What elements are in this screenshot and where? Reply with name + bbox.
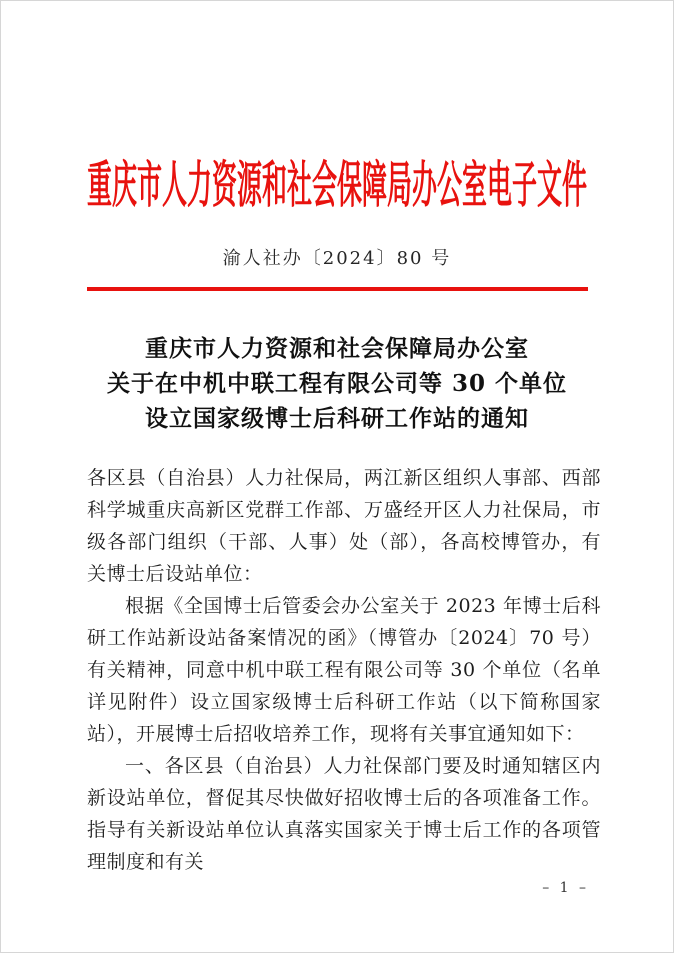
- document-title: [1, 331, 673, 436]
- document-title-line-1: 重庆市人力资源和社会保障局办公室: [145, 335, 529, 362]
- document-body: [87, 462, 601, 878]
- salutation-paragraph: 各区县（自治县）人力社保局，两江新区组织人事部、西部科学城重庆高新区党群工作部、万盛经开区人力社保局，市级各部门组织（干部、人事）处（部），各高校博管办，有关博士后设站单位：: [87, 467, 601, 585]
- letterhead: [1, 157, 673, 213]
- document-title-line-3: 设立国家级博士后科研工作站的通知: [145, 405, 529, 432]
- body-paragraph-basis: 根据《全国博士后管委会办公室关于 2023 年博士后科研工作站新设站备案情况的函》（博管办〔2024〕70 号）有关精神，同意中机中联工程有限公司等 30 个单位（名单详见附件）设立国家级博士后科研工作站（以下简称国家站），开展博士后招收培养工作，现将有关事宜通知如下：: [87, 595, 601, 745]
- page-number: – 1 –: [542, 880, 589, 896]
- letterhead-title: 重庆市人力资源和社会保障局办公室电子文件: [87, 155, 587, 214]
- document-number: 渝人社办〔2024〕80 号: [222, 248, 452, 269]
- document-title-line-2: 关于在中机中联工程有限公司等 30 个单位: [106, 370, 568, 397]
- red-divider-rule: [87, 287, 588, 291]
- body-paragraph-item-1: 一、各区县（自治县）人力社保部门要及时通知辖区内新设站单位，督促其尽快做好招收博士后的各项准备工作。指导有关新设站单位认真落实国家关于博士后工作的各项管理制度和有关: [87, 755, 601, 873]
